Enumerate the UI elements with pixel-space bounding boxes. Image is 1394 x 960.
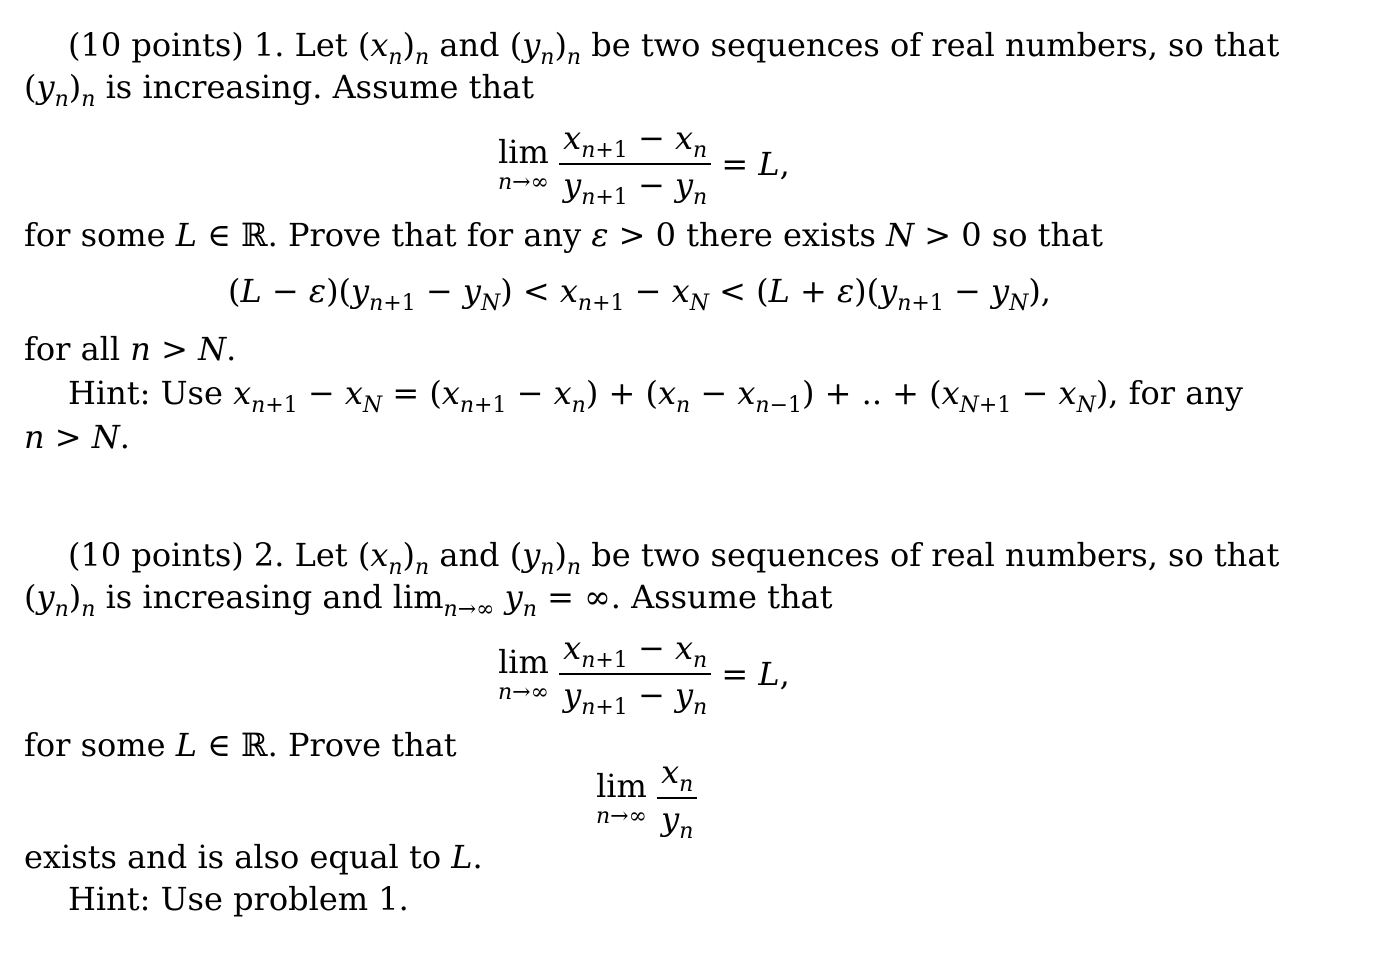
p1-inequality: $(L - \varepsilon)(y_{n+1} - y_N) < x_{n+1} - x_N < (L + \varepsilon)(y_{n+1} - y_N)$, <box>228 272 1051 316</box>
p1-limit-equation: lim n→∞ $\frac{x_{n+1} - x_n}{y_{n+1} - y_n}$ = L, <box>498 119 790 210</box>
p1-intro-text-c: be two sequences of real numbers, so that <box>591 26 1280 64</box>
p1-intro-text-d: is increasing. Assume that <box>105 68 534 106</box>
p2-ratio-limit: lim n→∞ $\frac{x_n}{y_n}$ <box>596 752 697 844</box>
p1-for-all: for all n > N. <box>24 330 237 368</box>
lim-operator: lim n→∞ <box>498 133 549 195</box>
p2-limit-equation: lim n→∞ $\frac{x_{n+1} - x_n}{y_{n+1} - y_n}$ = L, <box>498 629 790 720</box>
p2-intro-line-1: (10 points) 2. Let $(x_n)_n$ and $(y_n)_n$ be two sequences of real numbers, so that <box>68 536 1280 580</box>
p1-intro-text-a: (10 points) 1. Let <box>68 26 348 64</box>
p1-intro-text-b: and <box>439 26 500 64</box>
p1-intro-line-2: $(y_n)_n$ is increasing. Assume that <box>24 68 534 112</box>
p1-claim-line: for some L ∈ ℝ. Prove that for any ε > 0 there exists N > 0 so that <box>24 216 1104 254</box>
fraction: $\frac{x_{n+1} - x_n}{y_{n+1} - y_n}$ <box>559 118 711 210</box>
p1-hint: Hint: Use $x_{n+1} - x_N = (x_{n+1} - x_n) + (x_n - x_{n-1})$ + .. + $(x_{N+1} - x_N)$, for any <box>68 374 1243 418</box>
p2-intro-line-2: $(y_n)_n$ is increasing and $\lim_{n\to\infty} y_n$ = ∞. Assume that <box>24 578 833 622</box>
p1-hint-cont: n > N. <box>24 418 130 456</box>
p2-claim-line: for some L ∈ ℝ. Prove that <box>24 726 457 764</box>
p1-intro-line-1: (10 points) 1. Let $(x_n)_n$ and $(y_n)_n$ be two sequences of real numbers, so that <box>68 26 1280 70</box>
p2-hint: Hint: Use problem 1. <box>68 880 409 918</box>
p2-exists: exists and is also equal to L. <box>24 838 483 876</box>
